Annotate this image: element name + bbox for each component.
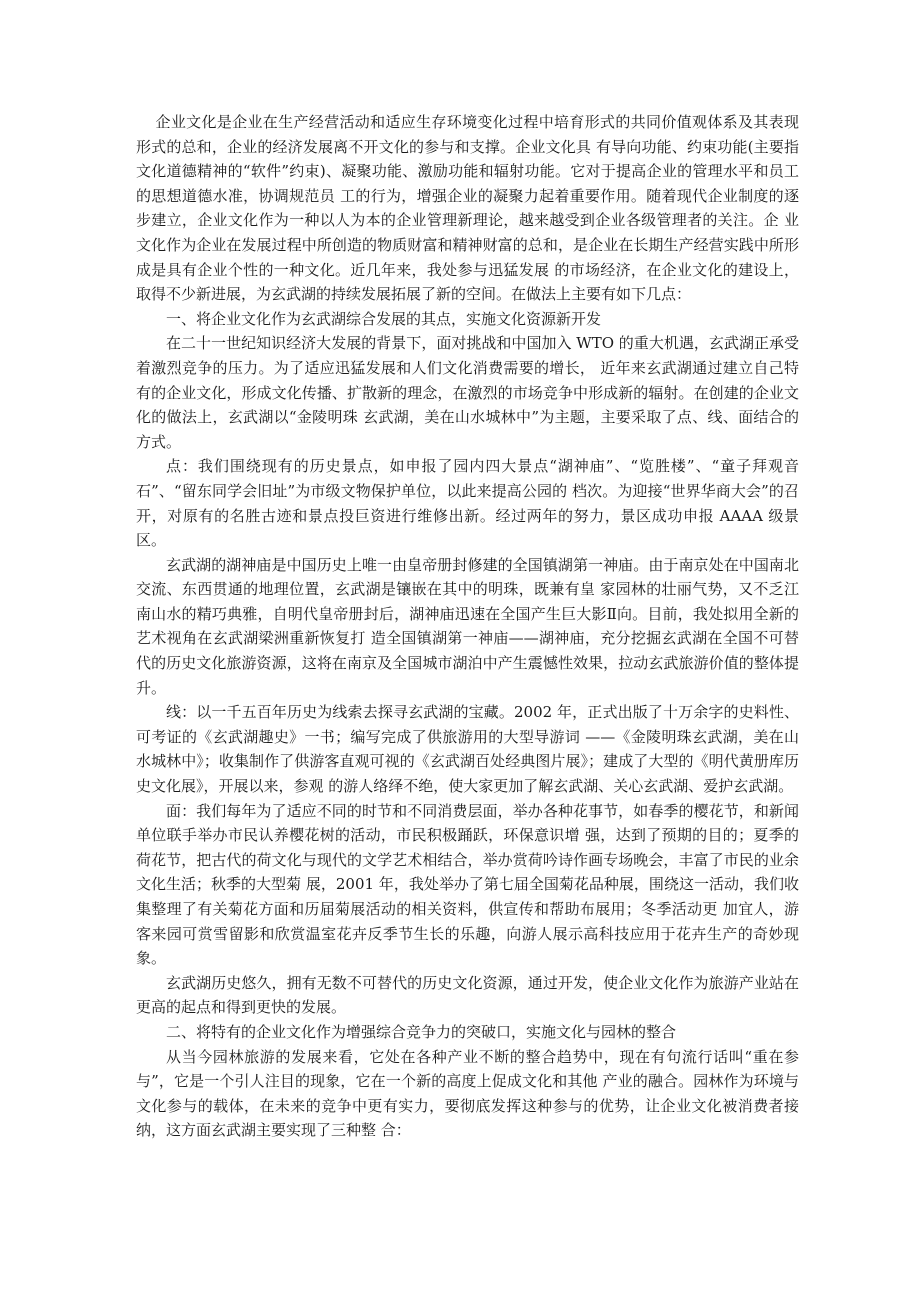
section-heading-1: 一、将企业文化作为玄武湖综合发展的其点，实施文化资源新开发 — [166, 309, 602, 328]
paragraph-line: 线：以一千五百年历史为线索去探寻玄武湖的宝藏。2002 年，正式出版了十万余字的史料性、可考证的《玄武湖趣史》一书；编写完成了供旅游用的大型导游词 ——《金陵明珠玄武湖，美在山水城林中》；收集制作了供游客直观可视的《玄武湖百处经典图片展》；建成了大型的《明代黄册库历史文化展》，开展以来，参观 的游人络绎不绝，使大家更加了解玄武湖、关心玄武湖、爱护玄武湖。 — [136, 703, 799, 796]
paragraph: 玄武湖历史悠久，拥有无数不可替代的历史文化资源，通过开发，使企业文化作为旅游产业站在更高的起点和得到更快的发展。 — [136, 973, 799, 1017]
paragraph: 从当今园林旅游的发展来看，它处在各种产业不断的整合趋势中，现在有句流行话叫“重在参与”，它是一个引人注目的现象，它在一个新的高度上促成文化和其他 产业的融合。园林作为环境与文化参与的载体，在未来的竞争中更有实力，要彻底发挥这种参与的优势，让企业文化被消费者接纳，这方面玄武湖主要实现了三种整 合： — [136, 1047, 799, 1140]
paragraph-point: 点：我们围绕现有的历史景点，如申报了园内四大景点“湖神庙”、“览胜楼”、“童子拜观音石”、“留东同学会旧址”为市级文物保护单位，以此来提高公园的 档次。为迎接“世界华商大会”的召开，对原有的名胜古迹和景点投巨资进行维修出新。经过两年的努力，景区成功申报 AAAA 级景区。 — [136, 457, 799, 550]
paragraph-surface: 面：我们每年为了适应不同的时节和不同消费层面，举办各种花事节，如春季的樱花节，和新闻单位联手举办市民认养樱花树的活动，市民积极踊跃，环保意识增 强，达到了预期的目的；夏季的荷花节，把古代的荷文化与现代的文学艺术相结合，举办赏荷吟诗作画专场晚会，丰富了市民的业余文化生活；秋季的大型菊 展，2001 年，我处举办了第七届全国菊花品种展，围绕这一活动，我们收集整理了有关菊花方面和历届菊展活动的相关资料，供宣传和帮助布展用；冬季活动更 加宜人，游客来园可赏雪留影和欣赏温室花卉反季节生长的乐趣，向游人展示高科技应用于花卉生产的奇妙现象。 — [136, 801, 799, 968]
document-body — [136, 110, 799, 1143]
paragraph: 在二十一世纪知识经济大发展的背景下，面对挑战和中国加入 WTO 的重大机遇，玄武湖正承受着激烈竞争的压力。为了适应迅猛发展和人们文化消费需要的增长， 近年来玄武湖通过建立自己特有的企业文化，形成文化传播、扩散新的理念，在激烈的市场竞争中形成新的辐射。在创建的企业文化的做法上，玄武湖以“金陵明珠 玄武湖，美在山水城林中”为主题，主要采取了点、线、面结合的方式。 — [136, 334, 799, 451]
paragraph-intro: 企业文化是企业在生产经营活动和适应生存环境变化过程中培育形式的共同价值观体系及其表现形式的总和，企业的经济发展离不开文化的参与和支撑。企业文化具 有导向功能、约束功能(主要指文化道德精神的“软件”约束)、凝聚功能、激励功能和辐射功能。它对于提高企业的管理水平和员工的思想道德水准，协调规范员 工的行为，增强企业的凝聚力起着重要作用。随着现代企业制度的逐步建立，企业文化作为一种以人为本的企业管理新理论，越来越受到企业各级管理者的关注。企 业文化作为企业在发展过程中所创造的物质财富和精神财富的总和，是企业在长期生产经营实践中所形成是具有企业个性的一种文化。近几年来，我处参与迅猛发展 的市场经济，在企业文化的建设上，取得不少新进展，为玄武湖的持续发展拓展了新的空间。在做法上主要有如下几点： — [136, 113, 799, 304]
section-heading-2: 二、将特有的企业文化作为增强综合竞争力的突破口，实施文化与园林的整合 — [166, 1022, 677, 1041]
paragraph: 玄武湖的湖神庙是中国历史上唯一由皇帝册封修建的全国镇湖第一神庙。由于南京处在中国南北交流、东西贯通的地理位置，玄武湖是镶嵌在其中的明珠，既兼有皇 家园林的壮丽气势，又不乏江南山水的精巧典雅，自明代皇帝册封后，湖神庙迅速在全国产生巨大影Ⅱ向。目前，我处拟用全新的艺术视角在玄武湖梁洲重新恢复打 造全国镇湖第一神庙——湖神庙，充分挖掘玄武湖在全国不可替代的历史文化旅游资源，这将在南京及全国城市湖泊中产生震憾性效果，拉动玄武旅游价值的整体提 升。 — [136, 555, 799, 697]
